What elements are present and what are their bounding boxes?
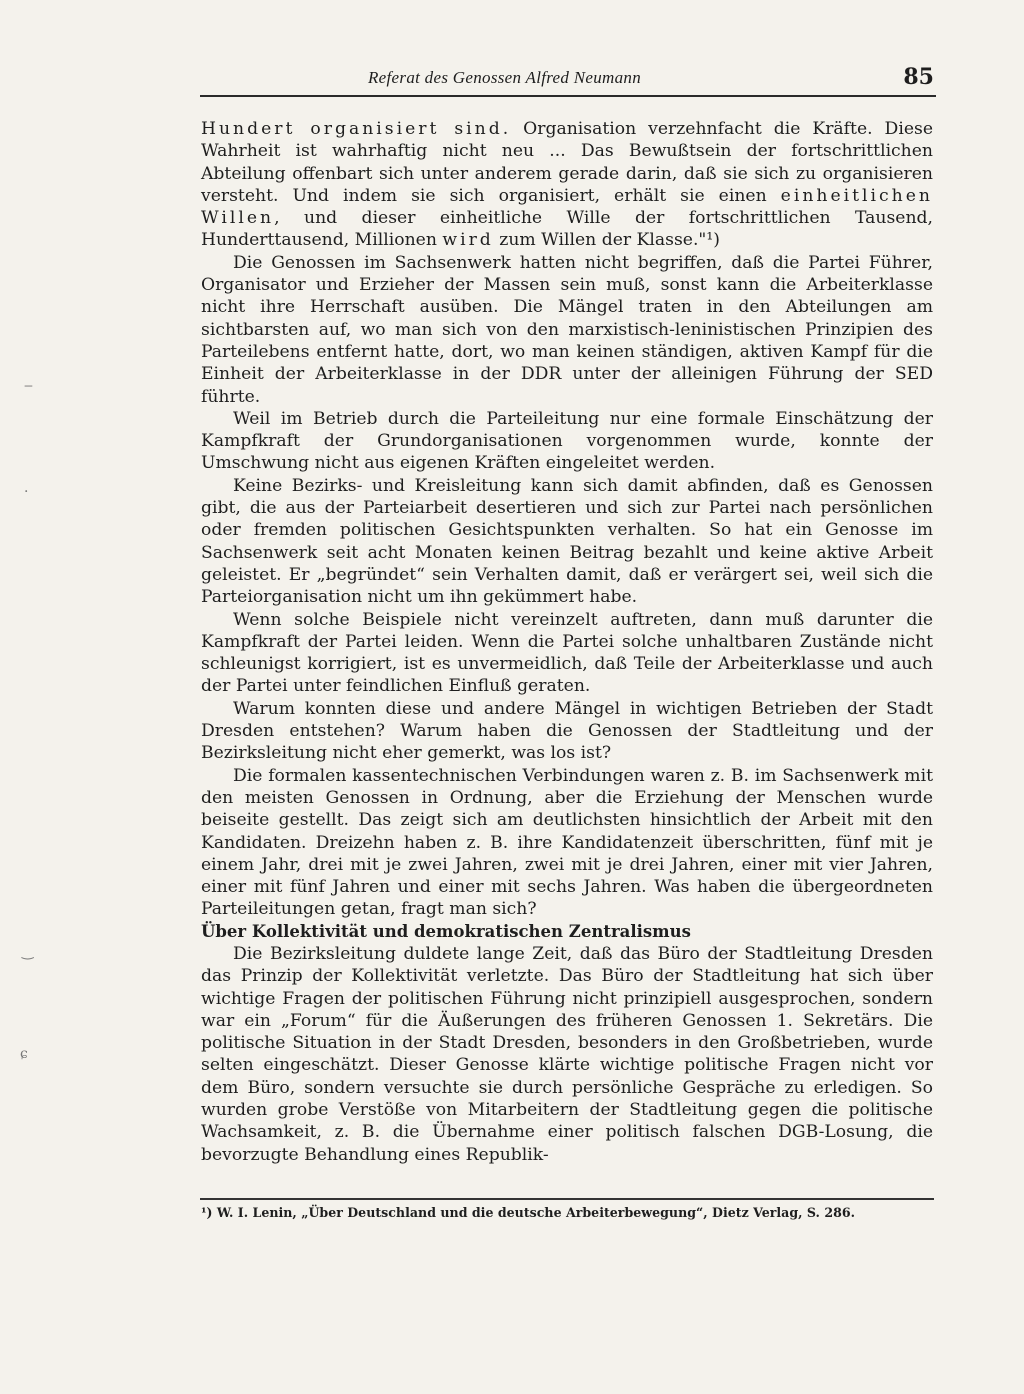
- paragraph-1: [201, 118, 933, 252]
- paragraph-5: Wenn solche Beispiele nicht vereinzelt auftreten, dann muß darunter die Kampfkraft der Partei leiden. Wenn die Partei solche unhaltbaren Zustände nicht schleunigst korrigiert, ist es unvermeidlich, daß Teile der Arbeiterklasse und auch der Partei unter feindlichen Einfluß geraten.: [201, 609, 933, 697]
- paragraph-3: Weil im Betrieb durch die Parteileitung nur eine formale Einschätzung der Kampfkraft der Grundorganisationen vorgenommen wurde, konnte der Umschwung nicht aus eigenen Kräften eingeleitet werden.: [201, 408, 933, 474]
- paragraph-text: Organisation verzehnfacht die Kräfte. Diese Wahrheit ist wahrhaftig nicht neu ... Das Bewußtsein der fortschrittlichen Abteilung offenbart sich unter anderem gerade darin, daß sie sich zu organisieren versteht. Und indem sie sich organisiert, erhält sie einen: [201, 119, 933, 206]
- paragraph-text: , und dieser einheitliche Wille der fortschrittlichen Tausend, Hunderttausend, Millionen: [201, 208, 933, 251]
- margin-mark: ‿: [22, 944, 34, 960]
- margin-mark: ɕ: [20, 1046, 28, 1062]
- paragraph-7: Die formalen kassentechnischen Verbindungen waren z. B. im Sachsenwerk mit den meisten Genossen in Ordnung, aber die Erziehung der Menschen wurde beiseite gestellt. Das zeigt sich am deutlichsten hinsichtlich der Arbeit mit den Kandidaten. Dreizehn haben z. B. ihre Kandidatenzeit überschritten, fünf mit je einem Jahr, drei mit je zwei Jahren, zwei mit je drei Jahren, einer mit vier Jahren, einer mit fünf Jahren und einer mit sechs Jahren. Was haben die übergeordneten Parteileitungen getan, fragt man sich?: [201, 765, 933, 920]
- margin-mark: ‒: [24, 378, 33, 394]
- paragraph-8: Die Bezirksleitung duldete lange Zeit, daß das Büro der Stadtleitung Dresden das Prinzip der Kollektivität verletzte. Das Büro der Stadtleitung hat sich über wichtige Fragen der politischen Führung nicht prinzipiell ausgesprochen, sondern war ein „Forum“ für die Äußerungen des früheren Genossen 1. Sekretärs. Die politische Situation in der Stadt Dresden, besonders in den Großbetrieben, wurde selten eingeschätzt. Dieser Genosse klärte wichtige politische Fragen nicht vor dem Büro, sondern versuchte sie durch persönliche Gespräche zu erledigen. So wurden grobe Verstöße von Mitarbeitern der Stadtleitung gegen die politische Wachsamkeit, z. B. die Übernahme einer politisch falschen DGB-Losung, die bevorzugte Behandlung eines Republik-: [201, 943, 933, 1165]
- spaced-text: Hundert organisiert sind.: [201, 119, 512, 139]
- footnote: ¹) W. I. Lenin, „Über Deutschland und die deutsche Arbeiterbewegung“, Dietz Verlag, S. 286.: [201, 1205, 855, 1220]
- header-rule: [200, 95, 936, 97]
- section-heading: Über Kollektivität und demokratischen Zentralismus: [201, 921, 691, 941]
- header-title: Referat des Genossen Alfred Neumann: [368, 68, 642, 87]
- page-number: 85: [903, 64, 934, 90]
- paragraph-text: zum Willen der Klasse."¹): [493, 230, 720, 251]
- paragraph-6: Warum konnten diese und andere Mängel in wichtigen Betrieben der Stadt Dresden entstehen? Warum haben die Genossen der Stadtleitung und der Bezirksleitung nicht eher gemerkt, was los ist?: [201, 698, 933, 764]
- footnote-rule: [200, 1198, 934, 1200]
- spaced-text: wird: [442, 230, 494, 251]
- paragraph-4: Keine Bezirks- und Kreisleitung kann sich damit abfinden, daß es Genossen gibt, die aus der Parteiarbeit desertieren und sich zur Partei nach persönlichen oder fremden politischen Gesichtspunkten verhalten. So hat ein Genosse im Sachsenwerk seit acht Monaten keinen Beitrag bezahlt und keine aktive Arbeit geleistet. Er „begründet“ sein Verhalten damit, daß er verärgert sei, weil sich die Parteiorganisation nicht um ihn gekümmert habe.: [201, 475, 933, 608]
- body-text: [201, 118, 933, 1166]
- running-header: [200, 62, 936, 94]
- spaced-text: einheitlichen Willen: [201, 185, 933, 229]
- margin-mark: ·: [24, 484, 29, 500]
- paragraph-2: Die Genossen im Sachsenwerk hatten nicht begriffen, daß die Partei Führer, Organisator und Erzieher der Massen sein muß, sonst kann die Arbeiterklasse nicht ihre Herrschaft ausüben. Die Mängel traten in den Abteilungen am sichtbarsten auf, wo man sich von den marxistisch-leninistischen Prinzipien des Parteilebens entfernt hatte, dort, wo man keinen ständigen, aktiven Kampf für die Einheit der Arbeiterklasse in der DDR unter der alleinigen Führung der SED führte.: [201, 252, 933, 407]
